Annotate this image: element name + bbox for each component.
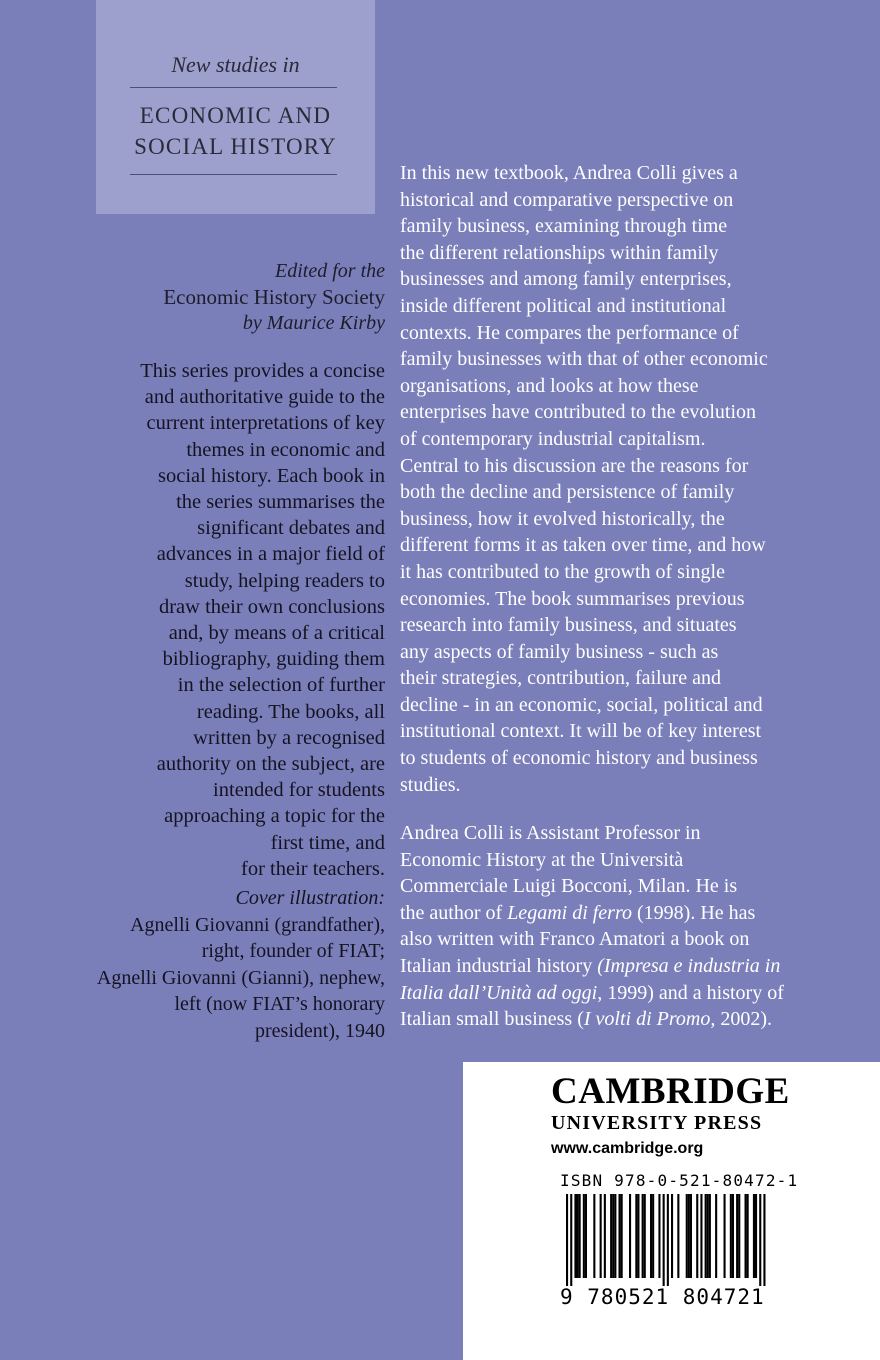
blurb-line: businesses and among family enterprises, (400, 268, 732, 291)
cover-illustration-line: left (now FIAT’s honorary (174, 993, 385, 1015)
barcode-bar (652, 1194, 654, 1278)
author-bio-line: Commerciale Luigi Bocconi, Milan. He is (400, 875, 738, 898)
series-desc-line: current interpretations of key (146, 412, 385, 435)
barcode-bar (600, 1194, 602, 1278)
barcode-bar (688, 1194, 690, 1278)
barcode-bar (574, 1194, 576, 1278)
barcode-bar (686, 1194, 688, 1278)
blurb-line: business, how it evolved historically, the (400, 507, 725, 530)
blurb-line: studies. (400, 773, 461, 796)
barcode-bar (658, 1194, 660, 1278)
blurb-line: it has contributed to the growth of single (400, 560, 725, 583)
blurb-line: historical and comparative perspective on (400, 188, 734, 211)
editor-credit (60, 258, 385, 336)
blurb-line: Central to his discussion are the reasons for (400, 454, 749, 477)
barcode-bar (610, 1194, 612, 1278)
author-bio-line (400, 980, 865, 1007)
series-desc-line: in the selection of further (177, 674, 385, 697)
blurb-line: In this new textbook, Andrea Colli gives a (400, 162, 738, 184)
blurb-line: economies. The book summarises previous (400, 587, 745, 610)
barcode-bar (745, 1194, 747, 1278)
barcode-bar (593, 1194, 595, 1278)
blurb-line: enterprises have contributed to the evolution (400, 401, 757, 424)
series-banner (96, 0, 375, 214)
barcode-bar (570, 1194, 572, 1286)
publisher-url: www.cambridge.org (551, 1140, 704, 1157)
barcode-bar (709, 1194, 711, 1278)
author-bio-line (400, 1006, 865, 1033)
blurb-line: family businesses with that of other economic (400, 348, 768, 371)
barcode-bar (738, 1194, 740, 1278)
cover-illustration-line: right, founder of FIAT; (201, 940, 385, 962)
barcode-bar (753, 1194, 755, 1278)
society-name: Economic History Society (163, 285, 385, 309)
barcode-bar (650, 1194, 652, 1278)
barcode-bar (614, 1194, 616, 1278)
blurb-line: research into family business, and situates (400, 614, 737, 637)
book-blurb (400, 160, 865, 798)
barcode-bar (696, 1194, 698, 1278)
book-title-impresa-cont: Italia dall’Unità ad oggi (400, 981, 598, 1004)
cover-illustration-credit (20, 885, 385, 1044)
barcode-bar (577, 1194, 579, 1278)
cover-illustration-label: Cover illustration: (235, 887, 385, 909)
series-desc-line: social history. Each book in (158, 464, 385, 487)
blurb-line: both the decline and persistence of family (400, 481, 735, 504)
blurb-line: contexts. He compares the performance of (400, 321, 739, 344)
barcode-bar (667, 1194, 669, 1286)
publisher-logo-name: CAMBRIDGE (551, 1071, 790, 1112)
series-desc-line: written by a recognised (193, 726, 385, 749)
barcode-digits: 9 780521 804721 (560, 1285, 765, 1309)
edited-for: Edited for the (275, 260, 385, 282)
barcode-bar (707, 1194, 709, 1278)
series-description (30, 358, 385, 882)
isbn-barcode (558, 1194, 778, 1286)
series-desc-line: the series summarises the (176, 491, 385, 514)
barcode-bar (755, 1194, 757, 1278)
barcode-bar (612, 1194, 614, 1278)
barcode-bar (579, 1194, 581, 1278)
blurb-line: of contemporary industrial capitalism. (400, 427, 706, 450)
book-title-legami: Legami di ferro (507, 901, 633, 924)
series-rule-bottom (130, 174, 337, 175)
series-desc-line: approaching a topic for the (164, 805, 385, 828)
author-bio-text: (1998). He has (632, 901, 756, 924)
author-bio-text: Italian industrial history (400, 954, 598, 977)
barcode-bar (715, 1194, 717, 1278)
book-title-volti: I volti di Promo, (583, 1008, 716, 1031)
barcode-bar (700, 1194, 702, 1278)
blurb-line: organisations, and looks at how these (400, 374, 699, 397)
author-bio-text: 2002). (715, 1008, 772, 1031)
barcode-bar (583, 1194, 585, 1278)
barcode-bar (705, 1194, 707, 1278)
author-bio-text: , 1999) and a history of (597, 981, 784, 1004)
author-bio-text: the author of (400, 901, 508, 924)
series-desc-line: and authoritative guide to the (144, 386, 385, 409)
blurb-line: family business, examining through time (400, 215, 728, 238)
series-desc-line: and, by means of a critical (168, 622, 385, 645)
series-desc-line: advances in a major field of (156, 543, 385, 566)
series-desc-line: intended for students (213, 779, 385, 802)
blurb-line: the different relationships within family (400, 241, 719, 264)
author-bio-line: also written with Franco Amatori a book on (400, 928, 750, 951)
series-desc-line: significant debates and (197, 517, 385, 540)
series-prefix: New studies in (171, 52, 300, 77)
isbn-label: ISBN 978-0-521-80472-1 (560, 1171, 799, 1190)
blurb-line: any aspects of family business - such as (400, 640, 719, 663)
series-desc-line: first time, and (270, 831, 385, 854)
blurb-line: their strategies, contribution, failure and (400, 667, 722, 690)
cover-illustration-line: Agnelli Giovanni (grandfather), (130, 913, 385, 936)
barcode-bar (621, 1194, 623, 1278)
barcode-bar (671, 1194, 673, 1278)
barcode-bar (566, 1194, 568, 1286)
barcode-bar (637, 1194, 639, 1278)
barcode-bar (730, 1194, 732, 1278)
series-title-line1: ECONOMIC AND (139, 103, 332, 128)
blurb-line: different forms it as taken over time, and how (400, 534, 766, 557)
barcode-bar (619, 1194, 621, 1278)
author-bio-line (400, 953, 865, 980)
barcode-bar (747, 1194, 749, 1278)
blurb-line: decline - in an economic, social, political and (400, 693, 763, 716)
barcode-bar (677, 1194, 679, 1278)
editor-name: by Maurice Kirby (242, 312, 385, 334)
barcode-bar (629, 1194, 631, 1278)
book-title-impresa: (Impresa e industria in (597, 954, 781, 977)
blurb-line: institutional context. It will be of key interest (400, 720, 762, 743)
cover-illustration-line: Agnelli Giovanni (Gianni), nephew, (96, 966, 385, 989)
barcode-bar (644, 1194, 646, 1278)
barcode-bar (763, 1194, 765, 1286)
author-bio (400, 820, 865, 1033)
author-bio-line: Andrea Colli is Assistant Professor in (400, 822, 701, 844)
series-rule-top (130, 87, 337, 88)
cover-illustration-line: president), 1940 (255, 1019, 385, 1042)
series-desc-line: reading. The books, all (196, 700, 385, 723)
barcode-bar (604, 1194, 606, 1278)
barcode-bar (724, 1194, 726, 1278)
barcode-bar (663, 1194, 665, 1286)
series-desc-line: draw their own conclusions (158, 595, 385, 618)
blurb-line: inside different political and institutional (400, 294, 727, 317)
publisher-logo-press: UNIVERSITY PRESS (551, 1112, 763, 1134)
barcode-bar (732, 1194, 734, 1278)
barcode-bar (736, 1194, 738, 1278)
barcode-bar (759, 1194, 761, 1286)
series-desc-line: for their teachers. (241, 857, 385, 880)
series-desc-line: bibliography, guiding them (162, 648, 385, 671)
series-title-line2: SOCIAL HISTORY (134, 134, 337, 159)
blurb-line: to students of economic history and business (400, 747, 758, 770)
series-desc-line: study, helping readers to (184, 569, 385, 592)
series-desc-line: This series provides a concise (140, 360, 385, 382)
barcode-bar (585, 1194, 587, 1278)
series-desc-line: themes in economic and (186, 438, 385, 461)
series-title (96, 100, 375, 162)
author-bio-text: Italian small business ( (400, 1008, 584, 1031)
publisher-panel (463, 1062, 880, 1360)
barcode-bar (642, 1194, 644, 1278)
author-bio-line (400, 900, 865, 927)
series-desc-line: authority on the subject, are (156, 753, 385, 776)
barcode-bar (635, 1194, 637, 1278)
author-bio-line: Economic History at the Università (400, 848, 684, 871)
barcode-bar (690, 1194, 692, 1278)
